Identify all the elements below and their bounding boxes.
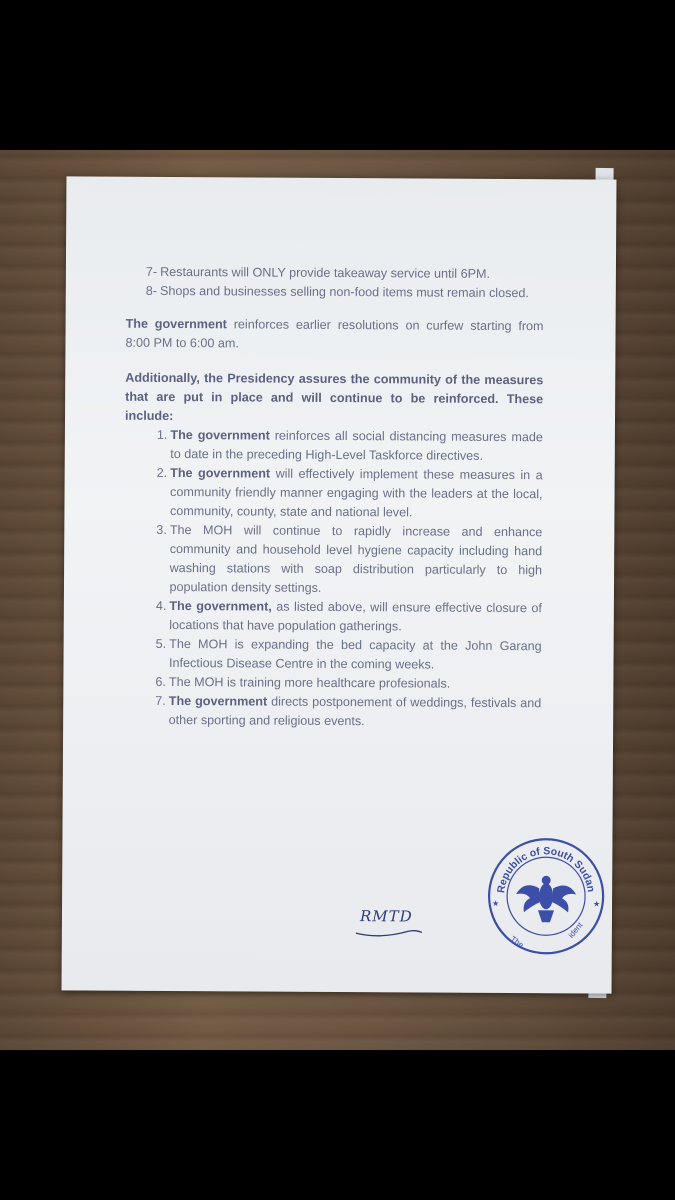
item-rest: The MOH is expanding the bed capacity at the John Garang Infectious Disease Centre in the coming weeks. — [168, 636, 542, 672]
item-rest: The MOH will continue to rapidly increase and enhance community and household level hygiene capacity including hand washing stations with soap distribution particularly to high population density settings. — [169, 522, 543, 595]
official-seal — [486, 836, 607, 957]
list-item — [155, 673, 541, 694]
seal-text: Republic of South Sudan — [495, 845, 597, 894]
document-body — [123, 263, 544, 733]
item-text — [169, 521, 542, 599]
item-text — [170, 426, 543, 466]
item-number: 7. — [155, 693, 166, 708]
item-number: 2. — [156, 465, 168, 480]
item-rest: The MOH is training more healthcare profesionals. — [168, 674, 451, 691]
measures-list — [123, 426, 543, 733]
bold-phrase: The government — [170, 465, 271, 481]
seal-bottom-right-text: ident — [566, 920, 585, 940]
list-item — [157, 426, 543, 466]
top-list — [126, 263, 544, 304]
item-rest: reinforces all social distancing measures made to date in the preceding High-Level Taskforce directives. — [170, 428, 543, 463]
signature-text: RMTD — [359, 907, 413, 926]
photo-background — [0, 150, 675, 1050]
list-item — [156, 464, 542, 523]
eagle-emblem-icon — [516, 876, 576, 923]
bold-phrase: The government — [170, 427, 270, 443]
bold-phrase: The government, — [169, 598, 272, 614]
list-item — [155, 692, 541, 732]
item-rest: will effectively implement these measures in a community friendly manner engaging with the leaders at the local, community, county, state and national level. — [169, 466, 543, 520]
bold-phrase: The government — [168, 693, 268, 709]
item-text — [170, 464, 543, 523]
paragraph-text: reinforces earlier resolutions on curfew starting from 8:00 PM to 6:00 am. — [125, 317, 544, 351]
document-page — [62, 176, 617, 993]
additional-paragraph — [125, 369, 543, 429]
item-text: Restaurants will ONLY provide takeaway service until 6PM. — [160, 264, 491, 281]
item-text — [169, 597, 542, 637]
item-number: 5. — [155, 636, 167, 651]
item-rest: directs postponement of weddings, festivals and other sporting and religious events. — [168, 694, 542, 729]
item-text: Shops and businesses selling non-food items must remain closed. — [159, 283, 529, 301]
seal-bottom-left-text: The — [508, 934, 526, 950]
list-item — [156, 597, 542, 637]
list-item — [155, 635, 541, 675]
item-text — [169, 635, 542, 675]
handwritten-signature — [350, 899, 430, 945]
seal-star-right: ★ — [593, 899, 601, 909]
item-number: 3. — [156, 522, 167, 537]
item-text — [169, 692, 542, 732]
list-item — [146, 282, 544, 303]
item-number: 1. — [156, 427, 168, 442]
item-number: 6. — [155, 674, 166, 689]
item-rest: as listed above, will ensure effective closure of locations that have population gatherings. — [169, 599, 542, 634]
curfew-paragraph — [125, 315, 543, 356]
list-item — [156, 521, 542, 599]
bold-paragraph-text: Additionally, the Presidency assures the community of the measures that are put in place and will continue to be reinforced. These include: — [124, 370, 544, 423]
seal-star-left: ★ — [492, 898, 500, 908]
item-number: 4. — [155, 598, 167, 613]
bold-phrase: The government — [125, 316, 227, 332]
item-number: 8- — [145, 283, 158, 298]
item-text — [169, 673, 451, 694]
list-item — [146, 263, 544, 284]
item-number: 7- — [145, 264, 158, 279]
